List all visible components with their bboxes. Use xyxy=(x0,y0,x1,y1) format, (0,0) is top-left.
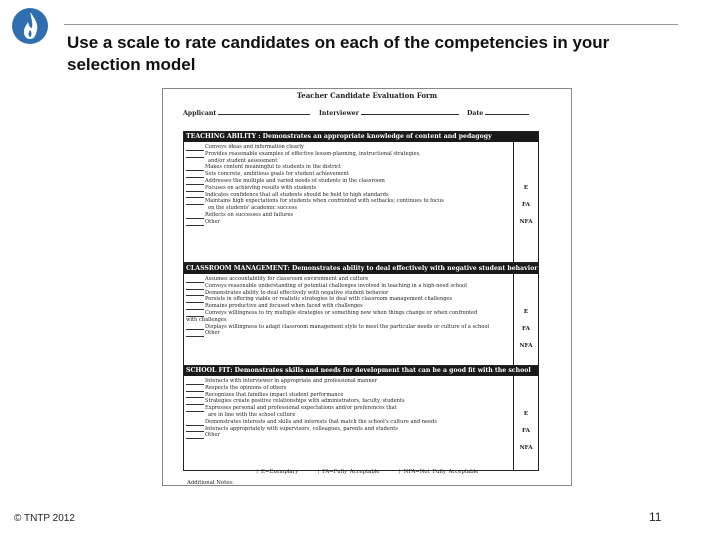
rating-nfa: NFA xyxy=(519,343,533,349)
checklist-item: are in line with the school culture xyxy=(208,411,296,418)
checklist-item: Interacts appropriately with supervisors, colleagues, parents and students xyxy=(184,426,510,433)
checklist-item: Assumes accountability for classroom environment and culture xyxy=(184,276,510,283)
checklist-item: Strategies create positive relationships with administrators, faculty, students xyxy=(184,398,510,405)
copyright-footer: © TNTP 2012 xyxy=(14,513,75,524)
date-field xyxy=(467,109,529,117)
section-heading: CLASSROOM MANAGEMENT: Demonstrates ability to deal effectively with negative student behavior xyxy=(186,265,538,272)
section-heading: TEACHING ABILITY : Demonstrates an appropriate knowledge of content and pedagogy xyxy=(184,132,538,142)
rating-e: E xyxy=(523,309,529,315)
checklist-item: Displays willingness to adapt classroom management style to meet the particular needs or culture of a school xyxy=(184,324,510,331)
checklist-item: Makes content meaningful to students in the district xyxy=(184,164,510,171)
checklist-item: Demonstrates ability to deal effectively with negative student behavior xyxy=(184,290,510,297)
evaluation-form-image xyxy=(162,88,572,486)
form-title: Teacher Candidate Evaluation Form xyxy=(296,91,438,100)
checklist-item: Conveys ideas and information clearly xyxy=(184,144,510,151)
checklist-item: Demonstrates interests and skills and interests that match the school's culture and needs xyxy=(184,419,510,426)
legend-item: † FA=Fully Acceptable xyxy=(316,469,380,475)
checklist-item: Respects the opinions of others xyxy=(184,385,510,392)
rating-fa: FA xyxy=(522,326,530,332)
checklist-item: Recognizes that families impact student performance xyxy=(184,392,510,399)
teaching-ability-section xyxy=(183,131,539,263)
school-fit-section xyxy=(183,365,539,471)
rating-e: E xyxy=(523,185,529,191)
checklist-item: Other xyxy=(184,432,510,439)
checklist-item: Conveys willingness to try multiple strategies or something new when things change or when confronted xyxy=(184,310,510,317)
rating-scale xyxy=(514,304,538,355)
checklist-item: Remains productive and focused when faced with challenges xyxy=(184,303,510,310)
rating-nfa: NFA xyxy=(519,219,533,225)
checklist-item: Reflects on successes and failures xyxy=(184,212,510,219)
checklist-item: Sets concrete, ambitious goals for student achievement xyxy=(184,171,510,178)
date-label: Date xyxy=(467,110,484,117)
checklist-item: Persists in offering viable or realistic strategies to deal with classroom management challenges xyxy=(184,296,510,303)
checklist-item: and/or student assessment xyxy=(208,157,278,164)
applicant-field xyxy=(183,109,310,117)
rating-nfa: NFA xyxy=(519,445,533,451)
page-number: 11 xyxy=(649,510,662,524)
checklist-item: Focuses on achieving results with students xyxy=(184,185,510,192)
section-body xyxy=(184,376,538,470)
classroom-management-section xyxy=(183,263,539,367)
checklist-item: Addresses the multiple and varied needs of students in the classroom xyxy=(184,178,510,185)
title-divider xyxy=(64,24,678,25)
legend-item: † NFA=Not Fully Acceptable xyxy=(398,469,479,475)
section-heading: SCHOOL FIT: Demonstrates skills and needs for development that can be a good fit with the school xyxy=(184,366,538,376)
legend-item: † E=Exemplary xyxy=(255,469,299,475)
section-body xyxy=(184,142,538,262)
interviewer-label: Interviewer xyxy=(319,110,359,117)
checklist-item: Provides reasonable examples of effective lesson-planning, instructional strategies, xyxy=(184,151,510,158)
checklist-item: Interacts with interviewer in appropriate and professional manner xyxy=(184,378,510,385)
checklist-item: on the students' academic success xyxy=(208,205,298,212)
rating-e: E xyxy=(523,411,529,417)
section-body xyxy=(184,274,538,366)
slide-title: Use a scale to rate candidates on each of the competencies in your selection model xyxy=(67,33,610,74)
checklist-item: Conveys reasonable understanding of potential challenges involved in teaching in a high-need school xyxy=(184,283,510,290)
checklist-item: Other xyxy=(184,330,510,337)
applicant-label: Applicant xyxy=(183,110,217,117)
rating-scale xyxy=(514,406,538,457)
checklist-item: Indicates confidence that all students should be held to high standards xyxy=(184,192,510,199)
rating-fa: FA xyxy=(522,202,530,208)
checklist-item: Expresses personal and professional expectations and/or preferences that xyxy=(184,405,510,412)
rating-legend xyxy=(163,469,571,475)
tntp-flame-logo xyxy=(10,6,50,46)
checklist-item: Maintains high expectations for students when confronted with setbacks; continues to focus xyxy=(184,198,510,205)
interviewer-field xyxy=(319,109,459,117)
rating-scale xyxy=(514,180,538,231)
form-header-row xyxy=(183,109,553,119)
additional-notes-label: Additional Notes: xyxy=(187,480,234,486)
rating-fa: FA xyxy=(522,428,530,434)
checklist-item: with challenges xyxy=(186,316,227,323)
checklist-item: Other xyxy=(184,219,510,226)
